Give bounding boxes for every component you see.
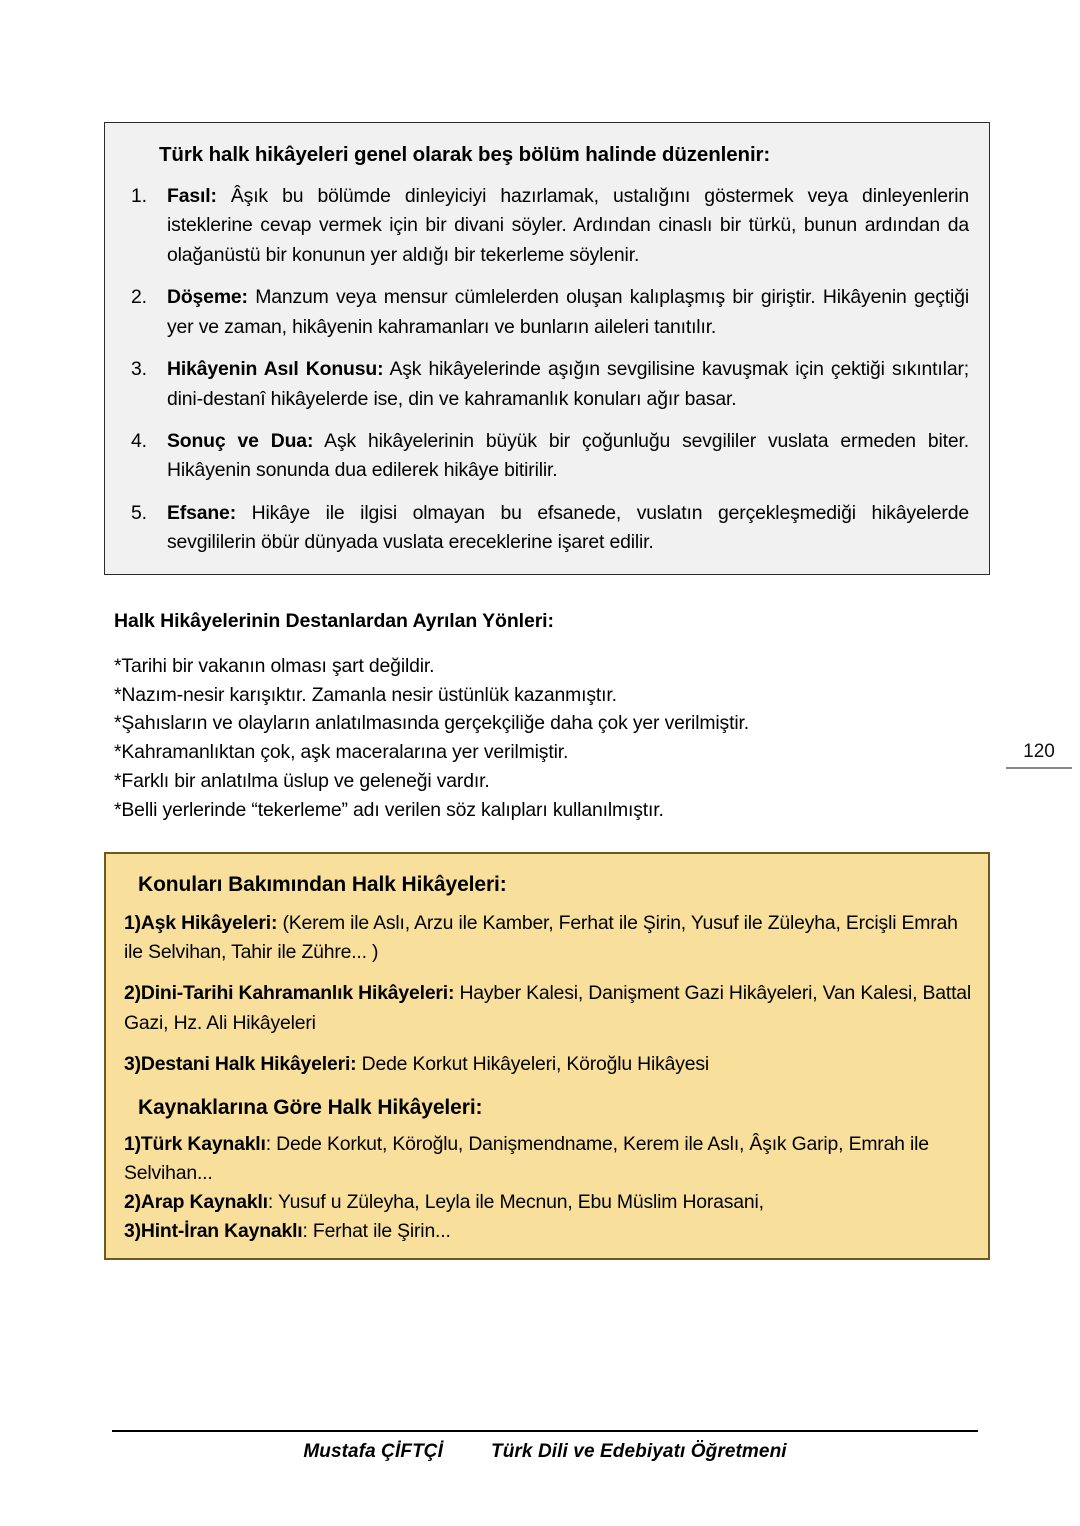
list-item	[121, 182, 969, 270]
categories-by-source-heading: Kaynaklarına Göre Halk Hikâyeleri:	[138, 1095, 483, 1119]
list-item-lead: Döşeme:	[167, 286, 248, 309]
source-item-text: : Ferhat ile Şirin...	[302, 1220, 451, 1243]
list-item-text: Hikâye ile ilgisi olmayan bu efsanede, vuslatın gerçekleşmediği hikâyelerde sevgililerin öbür dünyada vuslata ereceklerine işaret edilir.	[167, 501, 969, 554]
five-parts-box	[104, 122, 990, 575]
category-item	[124, 1050, 972, 1079]
bullet-line: *Farklı bir anlatılma üslup ve geleneği vardır.	[114, 769, 490, 792]
categories-box	[104, 852, 990, 1260]
five-parts-list	[121, 182, 969, 558]
category-item-text: Hayber Kalesi, Danişment Gazi Hikâyeleri, Van Kalesi, Battal Gazi, Hz. Ali Hikâyeleri	[124, 982, 972, 1034]
list-item	[121, 283, 969, 342]
bullet-line: *Nazım-nesir karışıktır. Zamanla nesir üstünlük kazanmıştır.	[114, 683, 617, 706]
source-item-text: : Yusuf u Züleyha, Leyla ile Mecnun, Ebu Müslim Horasani,	[267, 1191, 764, 1214]
category-item-text: (Kerem ile Aslı, Arzu ile Kamber, Ferhat ile Şirin, Yusuf ile Züleyha, Ercişli Emrah ile Selvihan, Tahir ile Zühre... )	[124, 912, 958, 964]
page-number-rule	[1006, 767, 1072, 769]
list-item-text: Âşık bu bölümde dinleyiciyi hazırlamak, ustalığını göstermek veya dinleyenlerin isteklerine cevap vermek için bir divani söyler. Ardından cinaslı bir türkü, bunun ardından da olağanüstü bir konunun yer aldığı bir tekerleme söylenir.	[167, 184, 969, 266]
list-item-number: 3.	[131, 358, 147, 381]
source-item-text: : Dede Korkut, Köroğlu, Danişmendname, Kerem ile Aslı, Âşık Garip, Emrah ile Selvihan...	[124, 1132, 929, 1185]
list-item	[121, 499, 969, 558]
list-item-lead: Efsane:	[167, 501, 236, 524]
footer-role: Türk Dili ve Edebiyatı Öğretmeni	[491, 1441, 787, 1462]
list-item-number: 5.	[131, 501, 147, 524]
source-item	[124, 1188, 972, 1217]
differences-heading: Halk Hikâyelerinin Destanlardan Ayrılan Yönleri:	[114, 610, 554, 632]
category-item-text: Dede Korkut Hikâyeleri, Köroğlu Hikâyesi	[356, 1052, 710, 1075]
footer	[112, 1441, 978, 1463]
list-item	[121, 355, 969, 414]
source-item-lead: 1)Türk Kaynaklı	[124, 1132, 266, 1155]
category-item	[124, 909, 972, 967]
source-item-lead: 2)Arap Kaynaklı	[124, 1191, 268, 1214]
source-item	[124, 1217, 972, 1246]
bullet-line: *Kahramanlıktan çok, aşk maceralarına yer verilmiştir.	[114, 741, 569, 764]
page-number-block	[1006, 742, 1072, 769]
category-item-lead: 3)Destani Halk Hikâyeleri:	[124, 1052, 357, 1075]
list-item	[121, 427, 969, 486]
differences-list	[114, 652, 914, 824]
five-parts-box-title: Türk halk hikâyeleri genel olarak beş bölüm halinde düzenlenir:	[159, 143, 771, 166]
category-item-lead: 2)Dini-Tarihi Kahramanlık Hikâyeleri:	[124, 982, 455, 1005]
bullet-line: *Tarihi bir vakanın olması şart değildir.	[114, 655, 435, 677]
page-number: 120	[1023, 741, 1055, 762]
category-item	[124, 979, 972, 1037]
footer-divider	[112, 1430, 978, 1432]
footer-author: Mustafa ÇİFTÇİ	[303, 1441, 443, 1462]
bullet-line: *Belli yerlerinde “tekerleme” adı verilen söz kalıpları kullanılmıştır.	[114, 798, 664, 821]
categories-by-subject-heading: Konuları Bakımından Halk Hikâyeleri:	[138, 873, 507, 896]
bullet-line: *Şahısların ve olayların anlatılmasında gerçekçiliğe daha çok yer verilmiştir.	[114, 712, 749, 735]
list-item-text: Aşk hikâyelerinin büyük bir çoğunluğu sevgililer vuslata ermeden biter. Hikâyenin sonunda dua edilerek hikâye bitirilir.	[167, 429, 969, 482]
list-item-number: 4.	[131, 429, 147, 452]
list-item-text: Aşk hikâyelerinde aşığın sevgilisine kavuşmak için çektiği sıkıntılar; dini-destanî hikâyelerde ise, din ve kahramanlık konuları ağır basar.	[167, 358, 969, 410]
list-item-number: 1.	[131, 184, 147, 207]
list-item-lead: Hikâyenin Asıl Konusu:	[167, 358, 384, 381]
source-item-lead: 3)Hint-İran Kaynaklı	[124, 1220, 303, 1243]
list-item-text: Manzum veya mensur cümlelerden oluşan kalıplaşmış bir giriştir. Hikâyenin geçtiği yer ve zaman, hikâyenin kahramanları ve bunların aileleri tanıtılır.	[167, 286, 969, 338]
source-item	[124, 1130, 972, 1188]
list-item-lead: Sonuç ve Dua:	[167, 429, 314, 452]
category-item-lead: 1)Aşk Hikâyeleri:	[124, 912, 278, 935]
list-item-number: 2.	[131, 286, 147, 309]
list-item-lead: Fasıl:	[167, 184, 217, 207]
